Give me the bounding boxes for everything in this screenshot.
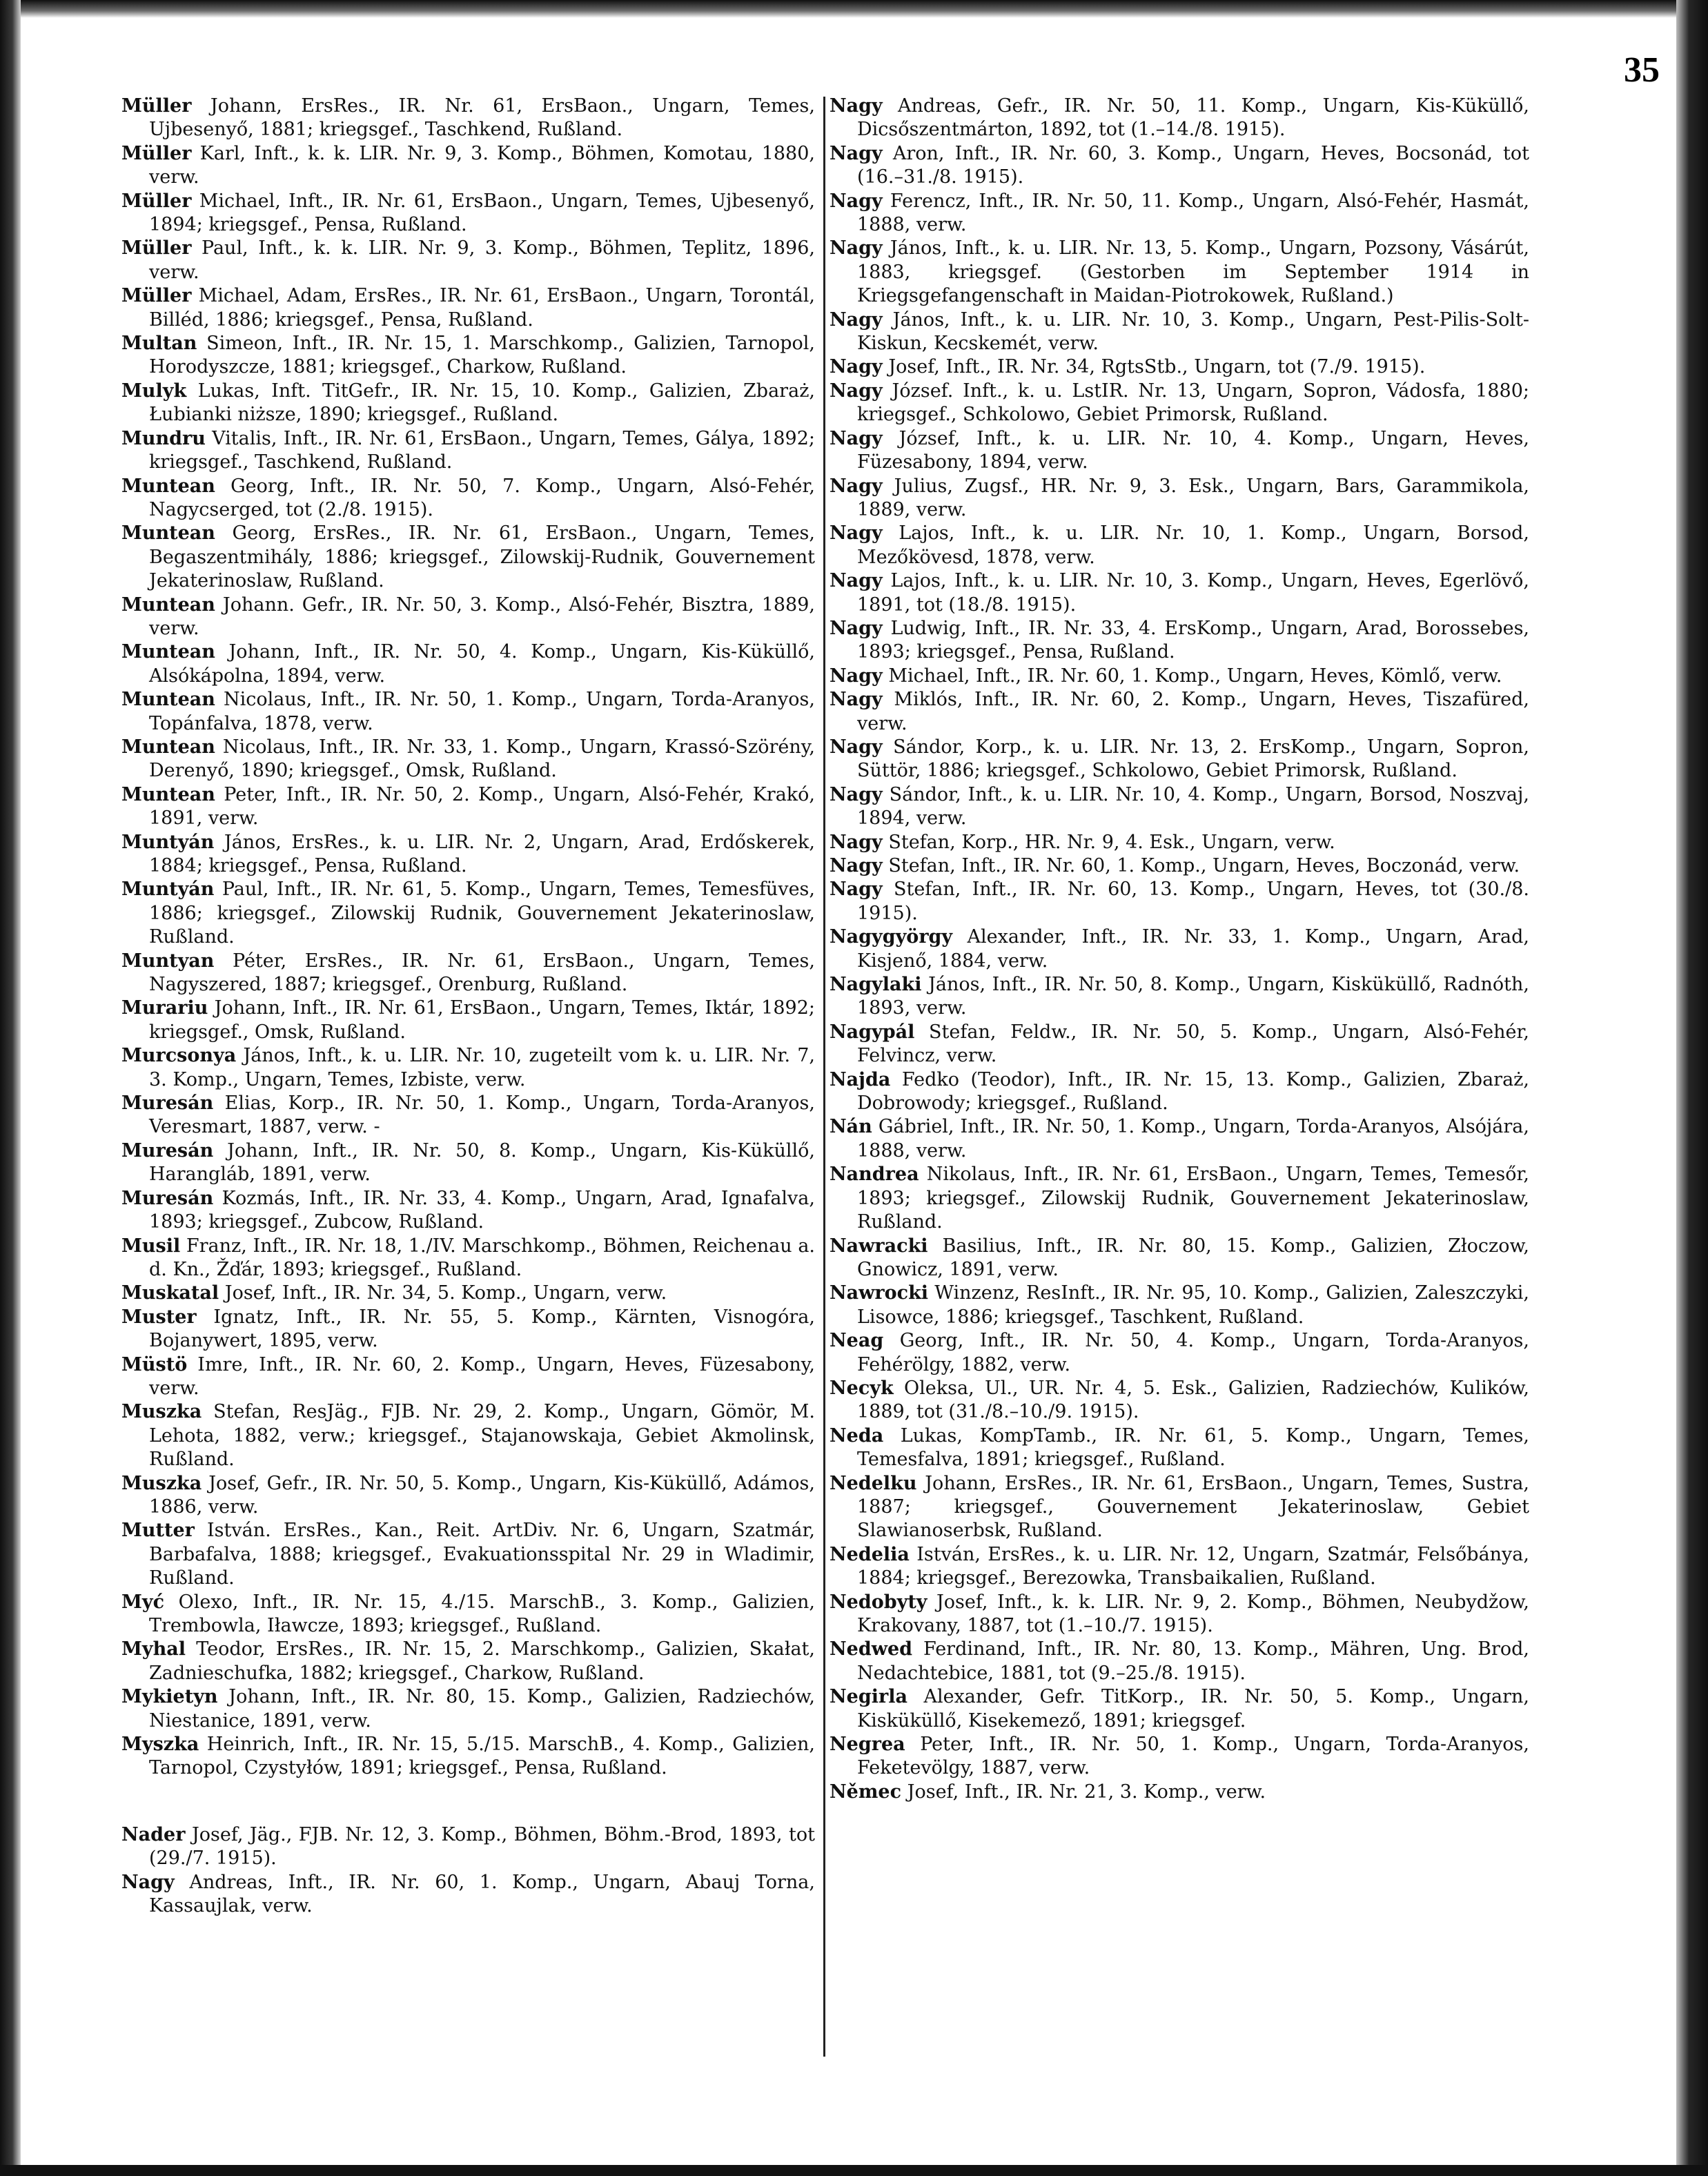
entry-surname: Muszka xyxy=(121,1472,202,1494)
list-entry xyxy=(830,1781,1529,1804)
entry-details: Georg, Inft., IR. Nr. 50, 4. Komp., Ungarn, Torda-Aranyos, Fehérölgy, 1882, verw. xyxy=(857,1330,1529,1375)
list-entry xyxy=(830,1021,1529,1068)
right-column xyxy=(830,95,1529,1804)
entry-details: Michael, Inft., IR. Nr. 61, ErsBaon., Ungarn, Temes, Ujbesenyő, 1894; kriegsgef., Pensa, Rußland. xyxy=(149,190,815,236)
entry-surname: Muntean xyxy=(121,522,215,545)
entry-details: Stefan, Inft., IR. Nr. 60, 13. Komp., Ungarn, Heves, tot (30./8. 1915). xyxy=(857,879,1529,924)
entry-details: Johann, ErsRes., IR. Nr. 61, ErsBaon., Ungarn, Temes, Sustra, 1887; kriegsgef., Gouvernement Jekaterinoslaw, Gebiet Slawianoserbsk, Rußland. xyxy=(857,1472,1529,1542)
list-entry xyxy=(121,1519,815,1590)
entry-details: István, ErsRes., k. u. LIR. Nr. 12, Ungarn, Szatmár, Felsőbánya, 1884; kriegsgef., Berezowka, Transbaikalien, Rußland. xyxy=(857,1543,1529,1589)
entry-details: Sándor, Korp., k. u. LIR. Nr. 13, 2. ErsKomp., Ungarn, Sopron, Süttör, 1886; kriegsgef., Schkolowo, Gebiet Primorsk, Rußland. xyxy=(857,736,1529,782)
entry-surname: Mykietyn xyxy=(121,1686,218,1708)
list-entry xyxy=(121,594,815,641)
list-entry xyxy=(121,640,815,688)
entry-surname: Negirla xyxy=(830,1686,907,1708)
entry-surname: Nagy xyxy=(830,665,883,687)
list-entry xyxy=(830,1543,1529,1591)
list-entry xyxy=(121,997,815,1044)
entry-details: Alexander, Inft., IR. Nr. 33, 1. Komp., Ungarn, Arad, Kisjenő, 1884, verw. xyxy=(857,926,1529,972)
list-entry xyxy=(830,380,1529,427)
entry-surname: Nagy xyxy=(830,736,883,758)
list-entry xyxy=(830,522,1529,569)
entry-details: Stefan, Inft., IR. Nr. 60, 1. Komp., Ungarn, Heves, Boczonád, verw. xyxy=(888,855,1520,876)
list-entry xyxy=(121,783,815,831)
entry-surname: Najda xyxy=(830,1068,891,1090)
list-entry xyxy=(121,475,815,522)
list-entry xyxy=(830,665,1529,688)
list-entry xyxy=(121,831,815,879)
entry-details: Olexo, Inft., IR. Nr. 15, 4./15. MarschB., 3. Komp., Galizien, Trembowla, Iławcze, 1893; kriegsgef., Rußland. xyxy=(149,1591,815,1636)
list-entry xyxy=(121,190,815,237)
entry-surname: Müller xyxy=(121,190,192,212)
list-entry xyxy=(830,427,1529,475)
entry-surname: Nagy xyxy=(830,356,883,378)
list-entry xyxy=(121,1092,815,1139)
entry-surname: Negrea xyxy=(830,1734,905,1756)
entry-details: János, Inft., IR. Nr. 50, 8. Komp., Ungarn, Kisküküllő, Radnóth, 1893, verw. xyxy=(857,974,1529,1019)
list-entry xyxy=(830,617,1529,665)
entry-surname: Nagy xyxy=(830,190,883,212)
list-entry xyxy=(121,1235,815,1282)
entry-surname: Nagy xyxy=(121,1871,175,1893)
list-entry xyxy=(830,1424,1529,1472)
list-entry xyxy=(830,831,1529,854)
entry-details: Kozmás, Inft., IR. Nr. 33, 4. Komp., Ungarn, Arad, Ignafalva, 1893; kriegsgef., Zubcow, Rußland. xyxy=(149,1187,815,1233)
scan-edge-left xyxy=(0,0,21,2176)
entry-details: János, Inft., k. u. LIR. Nr. 10, 3. Komp., Ungarn, Pest-Pilis-Solt-Kiskun, Kecskemét, verw. xyxy=(857,308,1529,355)
entry-details: Josef, Inft., k. k. LIR. Nr. 9, 2. Komp., Böhmen, Neubydžow, Krakovany, 1887, tot (1.–10./7. 1915). xyxy=(857,1591,1529,1636)
entry-details: Nicolaus, Inft., IR. Nr. 50, 1. Komp., Ungarn, Torda-Aranyos, Topánfalva, 1878, verw. xyxy=(149,689,815,734)
entry-details: Lajos, Inft., k. u. LIR. Nr. 10, 1. Komp., Ungarn, Borsod, Mezőkövesd, 1878, verw. xyxy=(857,522,1529,568)
section-gap xyxy=(121,1781,815,1823)
list-entry xyxy=(121,1353,815,1401)
entry-details: Miklós, Inft., IR. Nr. 60, 2. Komp., Ungarn, Heves, Tiszafüred, verw. xyxy=(857,689,1529,734)
entry-surname: Muntyán xyxy=(121,879,215,901)
entry-surname: Nagy xyxy=(830,95,883,117)
entry-surname: Murcsonya xyxy=(121,1045,237,1067)
entry-details: József, Inft., k. u. LIR. Nr. 10, 4. Komp., Ungarn, Heves, Füzesabony, 1894, verw. xyxy=(857,427,1529,473)
entry-surname: Nagy xyxy=(830,831,883,853)
entry-surname: Muntean xyxy=(121,736,215,758)
list-entry xyxy=(121,1591,815,1638)
entry-details: Gábriel, Inft., IR. Nr. 50, 1. Komp., Ungarn, Torda-Aranyos, Alsójára, 1888, verw. xyxy=(857,1116,1529,1161)
entry-details: Paul, Inft., IR. Nr. 61, 5. Komp., Ungarn, Temes, Temesfüves, 1886; kriegsgef., Zilowskij Rudnik, Gouvernement Jekaterinoslaw, Rußland. xyxy=(149,879,815,948)
scan-edge-bottom xyxy=(0,2165,1708,2176)
entry-details: József. Inft., k. u. LstIR. Nr. 13, Ungarn, Sopron, Vádosfa, 1880; kriegsgef., Schkolowo, Gebiet Primorsk, Rußland. xyxy=(857,380,1529,426)
entry-surname: Müstö xyxy=(121,1353,188,1375)
entry-surname: Mutter xyxy=(121,1520,195,1542)
list-entry xyxy=(121,1139,815,1187)
left-column xyxy=(121,95,815,1918)
list-entry xyxy=(830,1163,1529,1234)
entry-details: János, Inft., k. u. LIR. Nr. 10, zugeteilt vom k. u. LIR. Nr. 7, 3. Komp., Ungarn, Temes, Izbiste, verw. xyxy=(149,1045,815,1090)
entry-details: Vitalis, Inft., IR. Nr. 61, ErsBaon., Ungarn, Temes, Gálya, 1892; kriegsgef., Taschkend, Rußland. xyxy=(149,427,815,473)
list-entry xyxy=(121,1638,815,1685)
list-entry xyxy=(121,1472,815,1520)
entry-surname: Mulyk xyxy=(121,380,187,402)
entry-surname: Nagy xyxy=(830,855,883,876)
entry-details: Stefan, Korp., HR. Nr. 9, 4. Esk., Ungarn, verw. xyxy=(888,831,1335,853)
list-entry xyxy=(830,1377,1529,1424)
left-column-entries-block1 xyxy=(121,95,815,1781)
entry-surname: Nandrea xyxy=(830,1164,919,1186)
entry-surname: Nagylaki xyxy=(830,974,922,996)
entry-surname: Myszka xyxy=(121,1734,199,1756)
entry-details: Julius, Zugsf., HR. Nr. 9, 3. Esk., Ungarn, Bars, Garammikola, 1889, verw. xyxy=(857,475,1529,520)
list-entry xyxy=(830,783,1529,831)
entry-details: István. ErsRes., Kan., Reit. ArtDiv. Nr. 6, Ungarn, Szatmár, Barbafalva, 1888; kriegsgef., Evakuationsspital Nr. 29 in Wladimir, Rußland. xyxy=(149,1520,815,1589)
entry-details: Lukas, KompTamb., IR. Nr. 61, 5. Komp., Ungarn, Temes, Temesfalva, 1891; kriegsgef., Rußland. xyxy=(857,1424,1529,1471)
list-entry xyxy=(830,1638,1529,1685)
list-entry xyxy=(121,1187,815,1235)
list-entry xyxy=(121,736,815,783)
column-divider xyxy=(823,97,825,2057)
entry-surname: Muntean xyxy=(121,783,215,805)
list-entry xyxy=(830,1591,1529,1638)
entry-surname: Muntyan xyxy=(121,950,215,972)
list-entry xyxy=(830,1329,1529,1377)
entry-surname: Nagy xyxy=(830,475,883,497)
page-number: 35 xyxy=(1624,50,1660,90)
list-entry xyxy=(830,355,1529,379)
list-entry xyxy=(121,1282,815,1305)
list-entry xyxy=(121,380,815,427)
list-entry xyxy=(121,688,815,736)
entry-details: Ferencz, Inft., IR. Nr. 50, 11. Komp., Ungarn, Alsó-Fehér, Hasmát, 1888, verw. xyxy=(857,190,1529,236)
list-entry xyxy=(121,522,815,593)
entry-details: Basilius, Inft., IR. Nr. 80, 15. Komp., Galizien, Złoczow, Gnowicz, 1891, verw. xyxy=(857,1235,1529,1280)
list-entry xyxy=(121,237,815,284)
entry-surname: Müller xyxy=(121,95,192,117)
entry-surname: Muskatal xyxy=(121,1282,219,1304)
entry-surname: Nagy xyxy=(830,308,883,331)
entry-surname: Müller xyxy=(121,142,192,164)
entry-surname: Nagy xyxy=(830,689,883,711)
list-entry xyxy=(830,475,1529,522)
list-entry xyxy=(830,569,1529,617)
entry-details: Johann, ErsRes., IR. Nr. 61, ErsBaon., Ungarn, Temes, Ujbesenyő, 1881; kriegsgef., Taschkend, Rußland. xyxy=(149,95,815,141)
entry-details: Fedko (Teodor), Inft., IR. Nr. 15, 13. Komp., Galizien, Zbaraż, Dobrowody; kriegsgef., Rußland. xyxy=(857,1068,1529,1115)
list-entry xyxy=(830,1472,1529,1543)
list-entry xyxy=(830,736,1529,783)
entry-surname: Muszka xyxy=(121,1401,202,1423)
entry-surname: Muresán xyxy=(121,1139,214,1161)
entry-surname: Neda xyxy=(830,1424,884,1447)
entry-details: Nikolaus, Inft., IR. Nr. 61, ErsBaon., Ungarn, Temes, Temesőr, 1893; kriegsgef., Zilowskij Rudnik, Gouvernement Jekaterinoslaw, Rußland. xyxy=(857,1164,1529,1233)
list-entry xyxy=(830,1282,1529,1329)
list-entry xyxy=(121,427,815,475)
entry-surname: Nagy xyxy=(830,380,883,402)
list-entry xyxy=(121,284,815,332)
entry-details: Josef, Gefr., IR. Nr. 50, 5. Komp., Ungarn, Kis-Küküllő, Adámos, 1886, verw. xyxy=(149,1472,815,1518)
entry-surname: Nagy xyxy=(830,783,883,805)
list-entry xyxy=(121,1044,815,1092)
entry-details: Andreas, Gefr., IR. Nr. 50, 11. Komp., Ungarn, Kis-Küküllő, Dicsőszentmárton, 1892, tot (1.–14./8. 1915). xyxy=(857,95,1529,141)
entry-surname: Muster xyxy=(121,1306,197,1328)
entry-details: Paul, Inft., k. k. LIR. Nr. 9, 3. Komp., Böhmen, Teplitz, 1896, verw. xyxy=(149,237,815,283)
list-entry xyxy=(121,1733,815,1781)
entry-details: Winzenz, ResInft., IR. Nr. 95, 10. Komp., Galizien, Zaleszczyki, Lisowce, 1886; kriegsgef., Taschkent, Rußland. xyxy=(857,1282,1529,1328)
entry-details: Franz, Inft., IR. Nr. 18, 1./IV. Marschkomp., Böhmen, Reichenau a. d. Kn., Žďár, 1893; kriegsgef., Rußland. xyxy=(149,1235,815,1280)
entry-details: Johann, Inft., IR. Nr. 50, 4. Komp., Ungarn, Kis-Küküllő, Alsókápolna, 1894, verw. xyxy=(149,641,815,687)
entry-details: Aron, Inft., IR. Nr. 60, 3. Komp., Ungarn, Heves, Bocsonád, tot (16.–31./8. 1915). xyxy=(857,142,1529,188)
entry-details: Johann. Gefr., IR. Nr. 50, 3. Komp., Alsó-Fehér, Bisztra, 1889, verw. xyxy=(149,594,815,639)
list-entry xyxy=(830,1733,1529,1781)
entry-surname: Nagy xyxy=(830,427,883,449)
list-entry xyxy=(830,190,1529,237)
entry-details: Stefan, ResJäg., FJB. Nr. 29, 2. Komp., Ungarn, Gömör, M. Lehota, 1882, verw.; kriegsgef., Stajanowskaja, Gebiet Akmolinsk, Rußland. xyxy=(149,1401,815,1471)
entry-details: Ferdinand, Inft., IR. Nr. 80, 13. Komp., Mähren, Ung. Brod, Nedachtebice, 1881, tot (9.–25./8. 1915). xyxy=(857,1638,1529,1684)
entry-surname: Murariu xyxy=(121,997,208,1019)
list-entry xyxy=(121,95,815,142)
entry-details: Josef, Inft., IR. Nr. 34, RgtsStb., Ungarn, tot (7./9. 1915). xyxy=(888,356,1426,378)
entry-surname: Němec xyxy=(830,1781,902,1803)
right-column-entries xyxy=(830,95,1529,1804)
entry-surname: Nagypál xyxy=(830,1021,915,1043)
list-entry xyxy=(121,950,815,997)
entry-details: Teodor, ErsRes., IR. Nr. 15, 2. Marschkomp., Galizien, Skałat, Zadnieschufka, 1882; kriegsgef., Charkow, Rußland. xyxy=(149,1638,815,1684)
entry-details: Georg, Inft., IR. Nr. 50, 7. Komp., Ungarn, Alsó-Fehér, Nagycserged, tot (2./8. 1915). xyxy=(149,475,815,520)
entry-details: János, Inft., k. u. LIR. Nr. 13, 5. Komp., Ungarn, Pozsony, Vásárút, 1883, kriegsgef. (Gestorben im September 1914 in Kriegsgefangenschaft in Maidan-Piotrokowek, Rußland.) xyxy=(857,237,1529,307)
scan-edge-top xyxy=(0,0,1708,18)
list-entry xyxy=(121,878,815,949)
entry-surname: Myhal xyxy=(121,1638,186,1660)
entry-surname: Multan xyxy=(121,333,197,355)
entry-details: Ludwig, Inft., IR. Nr. 33, 4. ErsKomp., Ungarn, Arad, Borossebes, 1893; kriegsgef., Pensa, Rußland. xyxy=(857,617,1530,663)
list-entry xyxy=(830,1115,1529,1163)
entry-details: Josef, Inft., IR. Nr. 34, 5. Komp., Ungarn, verw. xyxy=(224,1282,667,1304)
list-entry xyxy=(830,1235,1529,1282)
list-entry xyxy=(830,973,1529,1021)
entry-surname: Nagy xyxy=(830,879,883,901)
entry-surname: Neag xyxy=(830,1330,884,1352)
entry-details: Nicolaus, Inft., IR. Nr. 33, 1. Komp., Ungarn, Krassó-Szörény, Derenyő, 1890; kriegsgef., Omsk, Rußland. xyxy=(149,736,815,782)
entry-details: Lajos, Inft., k. u. LIR. Nr. 10, 3. Komp., Ungarn, Heves, Egerlövő, 1891, tot (18./8. 1915). xyxy=(857,570,1529,616)
entry-surname: Nedelia xyxy=(830,1543,910,1565)
list-entry xyxy=(830,688,1529,736)
entry-surname: Nagy xyxy=(830,237,883,259)
list-entry xyxy=(830,878,1529,925)
entry-details: Elias, Korp., IR. Nr. 50, 1. Komp., Ungarn, Torda-Aranyos, Veresmart, 1887, verw. - xyxy=(149,1092,815,1138)
list-entry xyxy=(830,1068,1529,1116)
list-entry xyxy=(830,95,1529,142)
entry-surname: Nagy xyxy=(830,142,883,164)
list-entry xyxy=(121,1685,815,1733)
entry-surname: Muntean xyxy=(121,689,215,711)
list-entry xyxy=(830,1685,1529,1733)
entry-surname: Muresán xyxy=(121,1187,214,1209)
entry-details: Johann, Inft., IR. Nr. 61, ErsBaon., Ungarn, Temes, Iktár, 1892; kriegsgef., Omsk, Rußland. xyxy=(149,997,815,1043)
list-entry xyxy=(830,142,1529,190)
entry-details: Ignatz, Inft., IR. Nr. 55, 5. Komp., Kärnten, Visnogóra, Bojanywert, 1895, verw. xyxy=(149,1306,815,1352)
entry-surname: Nagy xyxy=(830,522,883,545)
entry-surname: Nagygyörgy xyxy=(830,926,953,948)
entry-details: Andreas, Inft., IR. Nr. 60, 1. Komp., Ungarn, Abauj Torna, Kassaujlak, verw. xyxy=(149,1871,815,1917)
entry-surname: Nader xyxy=(121,1823,186,1845)
list-entry xyxy=(830,925,1529,973)
entry-details: Karl, Inft., k. k. LIR. Nr. 9, 3. Komp., Böhmen, Komotau, 1880, verw. xyxy=(149,142,815,188)
entry-details: Peter, Inft., IR. Nr. 50, 1. Komp., Ungarn, Torda-Aranyos, Feketevölgy, 1887, verw. xyxy=(857,1734,1529,1779)
entry-details: Stefan, Feldw., IR. Nr. 50, 5. Komp., Ungarn, Alsó-Fehér, Felvincz, verw. xyxy=(857,1021,1529,1067)
entry-details: Alexander, Gefr. TitKorp., IR. Nr. 50, 5. Komp., Ungarn, Kisküküllő, Kisekemező, 1891; kriegsgef. xyxy=(857,1686,1529,1732)
list-entry xyxy=(121,142,815,190)
list-entry xyxy=(121,332,815,380)
list-entry xyxy=(121,1871,815,1919)
entry-surname: Necyk xyxy=(830,1377,894,1399)
entry-surname: Muntean xyxy=(121,641,215,663)
entry-details: Michael, Inft., IR. Nr. 60, 1. Komp., Ungarn, Heves, Kömlő, verw. xyxy=(888,665,1502,687)
entry-surname: Nedobyty xyxy=(830,1591,927,1613)
entry-surname: Nedwed xyxy=(830,1638,913,1660)
entry-details: Josef, Inft., IR. Nr. 21, 3. Komp., verw. xyxy=(907,1781,1266,1803)
entry-surname: Müller xyxy=(121,237,192,259)
entry-details: János, ErsRes., k. u. LIR. Nr. 2, Ungarn, Arad, Erdőskerek, 1884; kriegsgef., Pensa, Rußland. xyxy=(149,831,815,876)
entry-details: Georg, ErsRes., IR. Nr. 61, ErsBaon., Ungarn, Temes, Begaszentmihály, 1886; kriegsgef., Zilowskij-Rudnik, Gouvernement Jekaterinoslaw, Rußland. xyxy=(149,522,815,592)
list-entry xyxy=(121,1400,815,1471)
entry-surname: Müller xyxy=(121,285,192,307)
entry-details: Johann, Inft., IR. Nr. 50, 8. Komp., Ungarn, Kis-Küküllő, Harangláb, 1891, verw. xyxy=(149,1139,815,1186)
list-entry xyxy=(830,237,1529,308)
scan-edge-right xyxy=(1676,0,1708,2176)
entry-surname: Nawracki xyxy=(830,1235,928,1257)
entry-surname: Nagy xyxy=(830,570,883,592)
entry-details: Josef, Jäg., FJB. Nr. 12, 3. Komp., Böhmen, Böhm.-Brod, 1893, tot (29./7. 1915). xyxy=(149,1823,815,1870)
left-column-entries-block2 xyxy=(121,1823,815,1919)
entry-surname: Muntean xyxy=(121,475,215,497)
entry-surname: Nedelku xyxy=(830,1472,917,1494)
entry-details: Heinrich, Inft., IR. Nr. 15, 5./15. MarschB., 4. Komp., Galizien, Tarnopol, Czystyłów, 1891; kriegsgef., Pensa, Rußland. xyxy=(149,1734,815,1779)
entry-surname: Musil xyxy=(121,1235,181,1257)
entry-surname: Nawrocki xyxy=(830,1282,929,1304)
list-entry xyxy=(830,854,1529,878)
list-entry xyxy=(121,1823,815,1871)
entry-details: Péter, ErsRes., IR. Nr. 61, ErsBaon., Ungarn, Temes, Nagyszered, 1887; kriegsgef., Orenburg, Rußland. xyxy=(149,950,815,996)
entry-details: Johann, Inft., IR. Nr. 80, 15. Komp., Galizien, Radziechów, Niestanice, 1891, verw. xyxy=(149,1686,815,1732)
entry-surname: Muresán xyxy=(121,1092,214,1115)
entry-details: Simeon, Inft., IR. Nr. 15, 1. Marschkomp., Galizien, Tarnopol, Horodyszcze, 1881; kriegsgef., Charkow, Rußland. xyxy=(149,333,815,378)
entry-details: Imre, Inft., IR. Nr. 60, 2. Komp., Ungarn, Heves, Füzesabony, verw. xyxy=(149,1353,815,1399)
entry-surname: Myć xyxy=(121,1591,165,1613)
entry-surname: Mundru xyxy=(121,427,206,449)
list-entry xyxy=(830,308,1529,356)
entry-surname: Muntyán xyxy=(121,831,215,853)
entry-details: Peter, Inft., IR. Nr. 50, 2. Komp., Ungarn, Alsó-Fehér, Krakó, 1891, verw. xyxy=(149,783,815,830)
list-entry xyxy=(121,1306,815,1353)
entry-details: Oleksa, Ul., UR. Nr. 4, 5. Esk., Galizien, Radziechów, Kulików, 1889, tot (31./8.–10./9. 1915). xyxy=(857,1377,1529,1423)
entry-details: Sándor, Inft., k. u. LIR. Nr. 10, 4. Komp., Ungarn, Borsod, Noszvaj, 1894, verw. xyxy=(857,783,1529,830)
entry-surname: Nán xyxy=(830,1116,872,1138)
entry-details: Michael, Adam, ErsRes., IR. Nr. 61, ErsBaon., Ungarn, Torontál, Billéd, 1886; kriegsgef., Pensa, Rußland. xyxy=(149,285,815,331)
entry-details: Lukas, Inft. TitGefr., IR. Nr. 15, 10. Komp., Galizien, Zbaraż, Łubianki niższe, 1890; kriegsgef., Rußland. xyxy=(149,380,815,426)
entry-surname: Muntean xyxy=(121,594,215,616)
entry-surname: Nagy xyxy=(830,617,883,639)
